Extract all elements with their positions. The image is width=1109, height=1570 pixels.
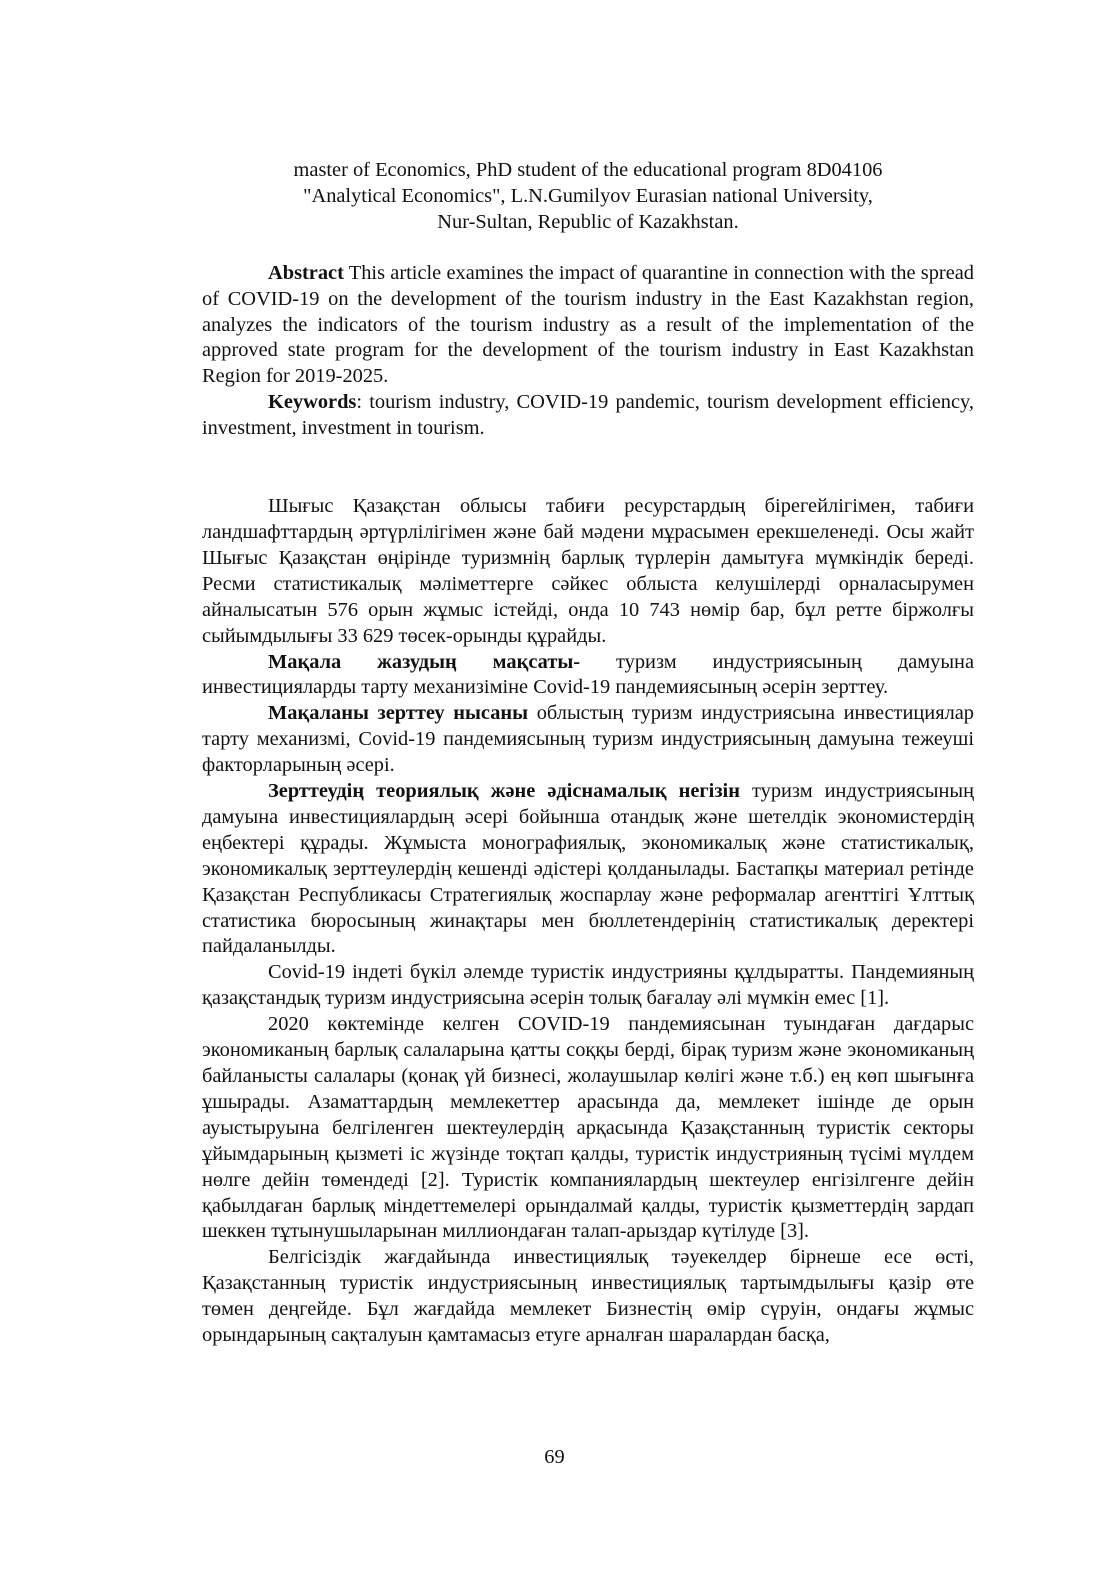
methodology-label: Зерттеудің теориялық және әдіснамалық негізін xyxy=(268,780,740,803)
body-paragraph-3 xyxy=(202,701,974,779)
body-paragraph-4 xyxy=(202,779,974,960)
body-paragraph-7: Белгісіздік жағдайында инвестициялық тәуекелдер бірнеше есе өсті, Қазақстанның туристік индустриясының инвестициялық тартымдылығы қазір өте төмен деңгейде. Бұл жағдайда мемлекет Бизнестің өмір сүруін, ондағы жұмыс орындарының сақталуын қамтамасыз етуге арналған шаралардан басқа, xyxy=(202,1246,974,1347)
author-line-2: "Analytical Economics", L.N.Gumilyov Eurasian national University, xyxy=(303,184,873,207)
abstract-section xyxy=(202,261,974,442)
keywords-paragraph xyxy=(202,390,974,442)
author-line-1: master of Economics, PhD student of the educational program 8D04106 xyxy=(293,159,883,181)
page-content xyxy=(202,158,974,1349)
purpose-label: Мақала жазудың мақсаты- xyxy=(268,650,581,673)
object-label: Мақаланы зерттеу нысаны xyxy=(268,702,529,725)
body-paragraph-1: Шығыс Қазақстан облысы табиғи ресурстардың бірегейлігімен, табиғи ландшафттардың әртүрлілігімен және бай мәдени мұрасымен ерекшеленеді. Осы жайт Шығыс Қазақстан өңірінде туризмнің барлық түрлерін дамытуға мүмкіндік береді. Ресми статистикалық мәліметтерге сәйкес облыста келушілерді орналасырумен айналысатын 576 орын жұмыс істейді, онда 10 743 нөмір бар, бұл ретте біржолғы сыйымдылығы 33 629 төсек-орынды құрайды. xyxy=(202,495,974,647)
abstract-label: Abstract xyxy=(268,261,344,284)
body-paragraph-2 xyxy=(202,650,974,702)
author-line-3: Nur-Sultan, Republic of Kazakhstan. xyxy=(437,210,739,233)
author-affiliation xyxy=(202,158,974,236)
keywords-text: : tourism industry, COVID-19 pandemic, tourism development efficiency, investment, investment in tourism. xyxy=(202,391,974,440)
methodology-text: туризм индустриясының дамуына инвестициялардың әсері бойынша отандық және шетелдік экономистердің еңбектері құрады. Жұмыста монографиялық, экономикалық және статистикалық, экономикалық зерттеулердің кешенді әдістері қолданылады. Бастапқы материал ретінде Қазақстан Республикасы Стратегиялық жоспарлау және реформалар агенттігі Ұлттық статистика бюросының жинақтары мен бюллетендерінің статистикалық деректері пайдаланылды. xyxy=(202,780,974,958)
abstract-text: This article examines the impact of quarantine in connection with the spread of COVID-19 on the development of the tourism industry in the East Kazakhstan region, analyzes the indicators of the tourism industry as a result of the implementation of the approved state program for the development of the tourism industry in East Kazakhstan Region for 2019-2025. xyxy=(202,261,974,388)
body-paragraph-6: 2020 көктемінде келген COVID-19 пандемиясынан туындаған дағдарыс экономиканың барлық салаларына қатты соққы берді, бірақ туризм және экономиканың байланысты салалары (қонақ үй бизнесі, жолаушылар көлігі және т.б.) ең көп шығынға ұшырады. Азаматтардың мемлекеттер арасында да, мемлекет ішінде де орын ауыстыруына белгіленген шектеулердің арқасында Қазақстанның туристік секторы ұйымдарының қызметі іс жүзінде тоқтап қалды, туристік индустрияның түсімі мүлдем нөлге дейін төмендеді [2]. Туристік компаниялардың шектеулер енгізілгенге дейін қабылдаған барлық міндеттемелері орындалмай қалды, туристік қызметтердің зардап шеккен тұтынушыларынан миллиондаған талап-арыздар күтілуде [3]. xyxy=(202,1013,974,1243)
body-paragraph-5: Covid-19 індеті бүкіл әлемде туристік индустрияны құлдыратты. Пандемияның қазақстандық туризм индустриясына әсерін толық бағалау әлі мүмкін емес [1]. xyxy=(202,961,974,1010)
abstract-paragraph xyxy=(202,261,974,391)
purpose-text: туризм индустриясының дамуына инвестицияларды тарту механизіміне Covid-19 пандемиясының әсерін зерттеу. xyxy=(202,650,975,699)
keywords-label: Keywords xyxy=(268,391,357,414)
page-number: 69 xyxy=(544,1446,565,1468)
article-body xyxy=(202,494,974,1349)
object-text: облыстың туризм индустриясына инвестициялар тарту механизмі, Covid-19 пандемиясының туризм индустриясының дамуына тежеуші факторларының әсері. xyxy=(202,702,974,777)
